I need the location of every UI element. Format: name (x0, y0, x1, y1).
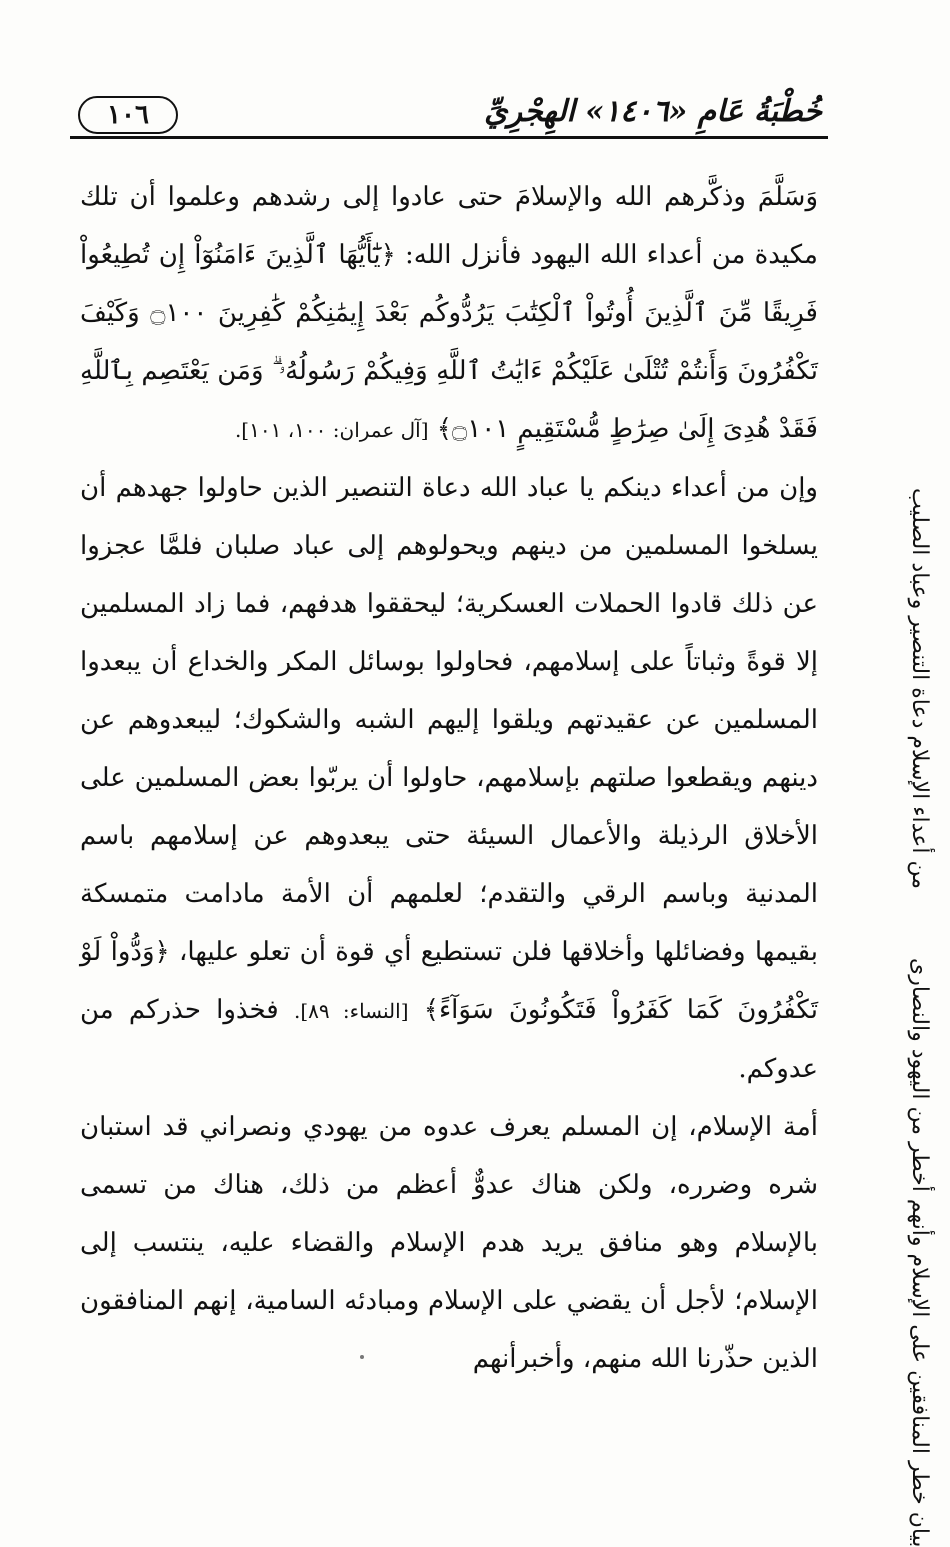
paragraph-3 (80, 1098, 818, 1388)
margin-note-1: من أعداء الإسلام دعاة التنصير وعباد الصليب (907, 488, 932, 889)
page-mark (360, 1355, 364, 1359)
margin-note-2: بيان خطر المنافقين على الإسلام وأنهم أخطر من اليهود والنصارى (907, 958, 932, 1547)
page-number: ١٠٦ (78, 96, 178, 134)
quran-reference-1: [آل عمران: ١٠٠، ١٠١]. (234, 418, 429, 442)
page-title: خُطْبَةُ عَامِ «١٤٠٦» الهِجْرِيِّ (484, 94, 822, 129)
main-text (80, 168, 818, 1388)
margin-notes (830, 470, 940, 1547)
quran-reference-2: [النساء: ٨٩]. (293, 999, 409, 1023)
paragraph-2 (80, 459, 818, 1098)
header-rule (70, 136, 828, 139)
paragraph-2-text: وإن من أعداء دينكم يا عباد الله دعاة التنصير الذين حاولوا جهدهم أن يسلخوا المسلمين من دينهم ويحولوهم إلى عباد صلبان فلمَّا عجزوا عن ذلك قادوا الحملات العسكرية؛ ليحققوا هدفهم، فما زاد المسلمين إلا قوةً وثباتاً على إسلامهم، فحاولوا بوسائل المكر والخداع أن يبعدوا المسلمين عن عقيدتهم ويلقوا إليهم الشبه والشكوك؛ ليبعدوهم عن دينهم ويقطعوا صلتهم بإسلامهم، حاولوا أن يربّوا بعض المسلمين على الأخلاق الرذيلة والأعمال السيئة حتى يبعدوهم عن إسلامهم باسم المدنية وباسم الرقي والتقدم؛ لعلمهم أن الأمة مادامت متمسكة بقيمها وفضائلها وأخلاقها فلن تستطيع أي قوة أن تعلو عليها، ﴿وَدُّواْ لَوْ تَكْفُرُونَ كَمَا كَفَرُواْ فَتَكُونُونَ سَوَآءً﴾ (80, 473, 819, 1025)
paragraph-1-text: وَسَلَّمَ وذكَّرهم الله والإسلامَ حتى عادوا إلى رشدهم وعلموا أن تلك مكيدة من أعداء الله اليهود فأنزل الله: ﴿يَٰٓأَيُّهَا ٱلَّذِينَ ءَامَنُوٓاْ إِن تُطِيعُواْ فَرِيقًا مِّنَ ٱلَّذِينَ أُوتُواْ ٱلْكِتَٰبَ يَرُدُّوكُم بَعْدَ إِيمَٰنِكُمْ كَٰفِرِينَ ۝١٠٠ وَكَيْفَ تَكْفُرُونَ وَأَنتُمْ تُتْلَىٰ عَلَيْكُمْ ءَايَٰتُ ٱللَّهِ وَفِيكُمْ رَسُولُهُۥ ۗ وَمَن يَعْتَصِم بِٱللَّهِ فَقَدْ هُدِىَ إِلَىٰ صِرَٰطٍ مُّسْتَقِيمٍ ۝١٠١﴾ (80, 182, 818, 444)
paragraph-1 (80, 168, 818, 459)
page-header (70, 88, 828, 148)
paragraph-2-end: فخذوا حذركم من عدوكم. (80, 995, 818, 1084)
paragraph-3-text: أمة الإسلام، إن المسلم يعرف عدوه من يهودي ونصراني قد استبان شره وضرره، ولكن هناك عدوٌّ أعظم من ذلك، هناك من تسمى بالإسلام وهو منافق يريد هدم الإسلام والقضاء عليه، ينتسب إلى الإسلام؛ لأجل أن يقضي على الإسلام ومبادئه السامية، إنهم المنافقون الذين حذّرنا الله منهم، وأخبرأنهم (80, 1112, 818, 1374)
